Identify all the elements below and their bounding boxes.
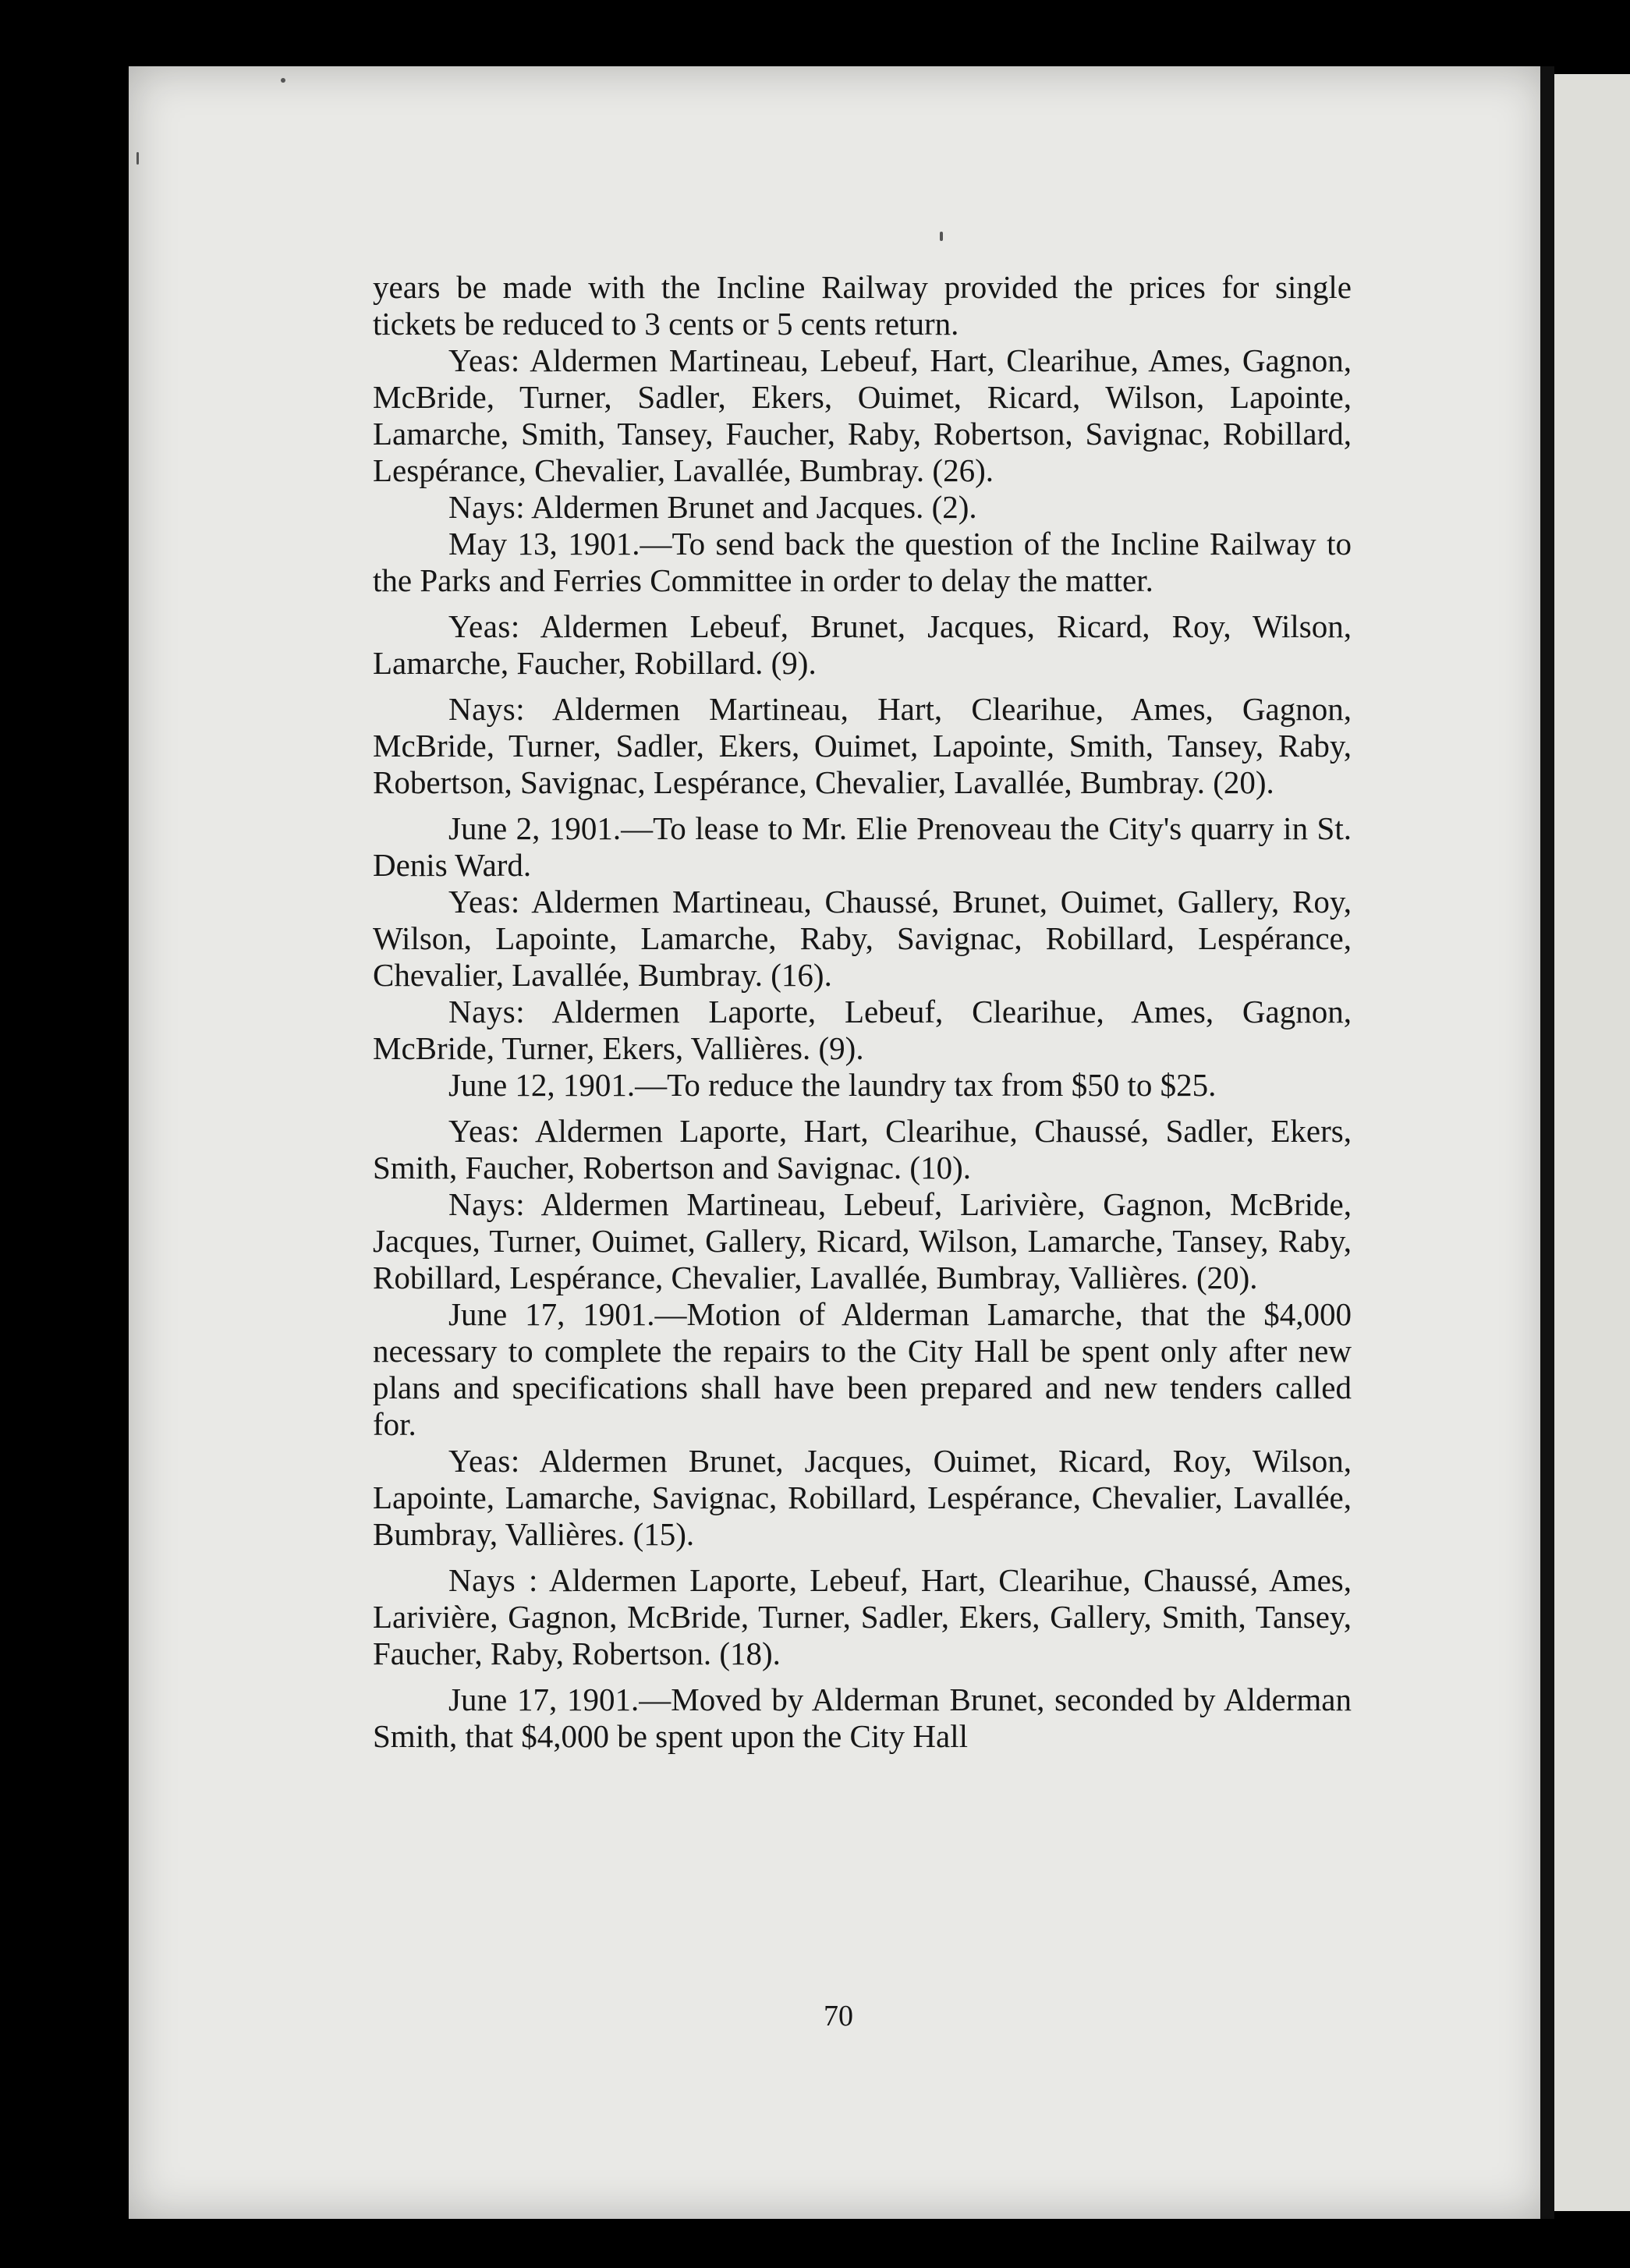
paragraph: [373, 691, 1352, 801]
vote-label: Yeas:: [448, 342, 520, 378]
paragraph: [373, 608, 1352, 682]
paragraph-text: Aldermen Laporte, Hart, Clearihue, Chaussé, Sadler, Ekers, Smith, Faucher, Robertson and Savignac. (10).: [373, 1113, 1352, 1185]
paragraph-text: June 17, 1901.—Moved by Alderman Brunet, seconded by Alderman Smith, that $4,000 be spent upon the City Hall: [373, 1682, 1352, 1754]
paragraph-text: May 13, 1901.—To send back the question of the Incline Railway to the Parks and Ferries Committee in order to delay the matter.: [373, 526, 1352, 598]
paragraph-text: Aldermen Laporte, Lebeuf, Hart, Clearihue, Chaussé, Ames, Larivière, Gagnon, McBride, Turner, Sadler, Ekers, Gallery, Smith, Tansey, Faucher, Raby, Robertson. (18).: [373, 1562, 1352, 1671]
paragraph-text: Aldermen Lebeuf, Brunet, Jacques, Ricard, Roy, Wilson, Lamarche, Faucher, Robillard. (9).: [373, 608, 1352, 681]
paragraph: [373, 1113, 1352, 1186]
paragraph: [373, 1186, 1352, 1296]
scan-speck: [136, 152, 139, 165]
paragraph: [373, 1682, 1352, 1755]
paragraph-text: Aldermen Martineau, Hart, Clearihue, Ames, Gagnon, McBride, Turner, Sadler, Ekers, Ouimet, Lapointe, Smith, Tansey, Raby, Robertson, Savignac, Lespérance, Chevalier, Lavallée, Bumbray. (20).: [373, 691, 1352, 800]
vote-label: Nays:: [448, 489, 526, 525]
vote-label: Yeas:: [448, 884, 520, 920]
paragraph-text: Aldermen Martineau, Chaussé, Brunet, Ouimet, Gallery, Roy, Wilson, Lapointe, Lamarche, Raby, Savignac, Robillard, Lespérance, Chevalier, Lavallée, Bumbray. (16).: [373, 884, 1352, 993]
paragraph: [373, 489, 1352, 526]
paragraph-text: June 12, 1901.—To reduce the laundry tax from $50 to $25.: [448, 1067, 1217, 1103]
vote-label: Yeas:: [448, 608, 520, 644]
paragraph: [373, 1443, 1352, 1553]
scan-speck: [940, 232, 943, 241]
paragraph: [373, 526, 1352, 599]
paragraph-text: Aldermen Brunet and Jacques. (2).: [525, 489, 977, 525]
paragraph: [373, 269, 1352, 342]
page-number: 70: [824, 2000, 853, 2032]
paragraph: [373, 994, 1352, 1067]
paragraph: [373, 884, 1352, 994]
paragraph: [373, 810, 1352, 884]
paragraph: [373, 1296, 1352, 1443]
vote-label: Nays:: [448, 691, 526, 727]
scan-speck: [281, 78, 285, 83]
paragraph: [373, 342, 1352, 489]
paragraph-text: Aldermen Martineau, Lebeuf, Larivière, Gagnon, McBride, Jacques, Turner, Ouimet, Gallery, Ricard, Wilson, Lamarche, Tansey, Raby, Robillard, Lespérance, Chevalier, Lavallée, Bumbray, Vallières. (20).: [373, 1186, 1352, 1295]
adjacent-page-edge: [1554, 74, 1630, 2211]
paragraph: [373, 1067, 1352, 1104]
paragraph-text: June 17, 1901.—Motion of Alderman Lamarche, that the $4,000 necessary to complete the repairs to the City Hall be spent only after new plans and specifications shall have been prepared and new tenders called for.: [373, 1296, 1352, 1442]
paragraph-text: Aldermen Martineau, Lebeuf, Hart, Clearihue, Ames, Gagnon, McBride, Turner, Sadler, Ekers, Ouimet, Ricard, Wilson, Lapointe, Lamarche, Smith, Tansey, Faucher, Raby, Robertson, Savignac, Robillard, Lespérance, Chevalier, Lavallée, Bumbray. (26).: [373, 342, 1352, 488]
paragraph: [373, 1562, 1352, 1672]
body-text: [373, 269, 1352, 1755]
paragraph-text: June 2, 1901.—To lease to Mr. Elie Prenoveau the City's quarry in St. Denis Ward.: [373, 810, 1352, 883]
vote-label: Yeas:: [448, 1443, 520, 1479]
vote-label: Nays :: [448, 1562, 538, 1598]
paragraph-text: Aldermen Laporte, Lebeuf, Clearihue, Ames, Gagnon, McBride, Turner, Ekers, Vallières. (9).: [373, 994, 1352, 1066]
vote-label: Nays:: [448, 1186, 526, 1222]
paragraph-text: years be made with the Incline Railway provided the prices for single tickets be reduced to 3 cents or 5 cents return.: [373, 269, 1352, 342]
vote-label: Yeas:: [448, 1113, 520, 1149]
vote-label: Nays:: [448, 994, 526, 1029]
book-gutter: [1540, 66, 1554, 2219]
paragraph-text: Aldermen Brunet, Jacques, Ouimet, Ricard, Roy, Wilson, Lapointe, Lamarche, Savignac, Robillard, Lespérance, Chevalier, Lavallée, Bumbray, Vallières. (15).: [373, 1443, 1352, 1552]
